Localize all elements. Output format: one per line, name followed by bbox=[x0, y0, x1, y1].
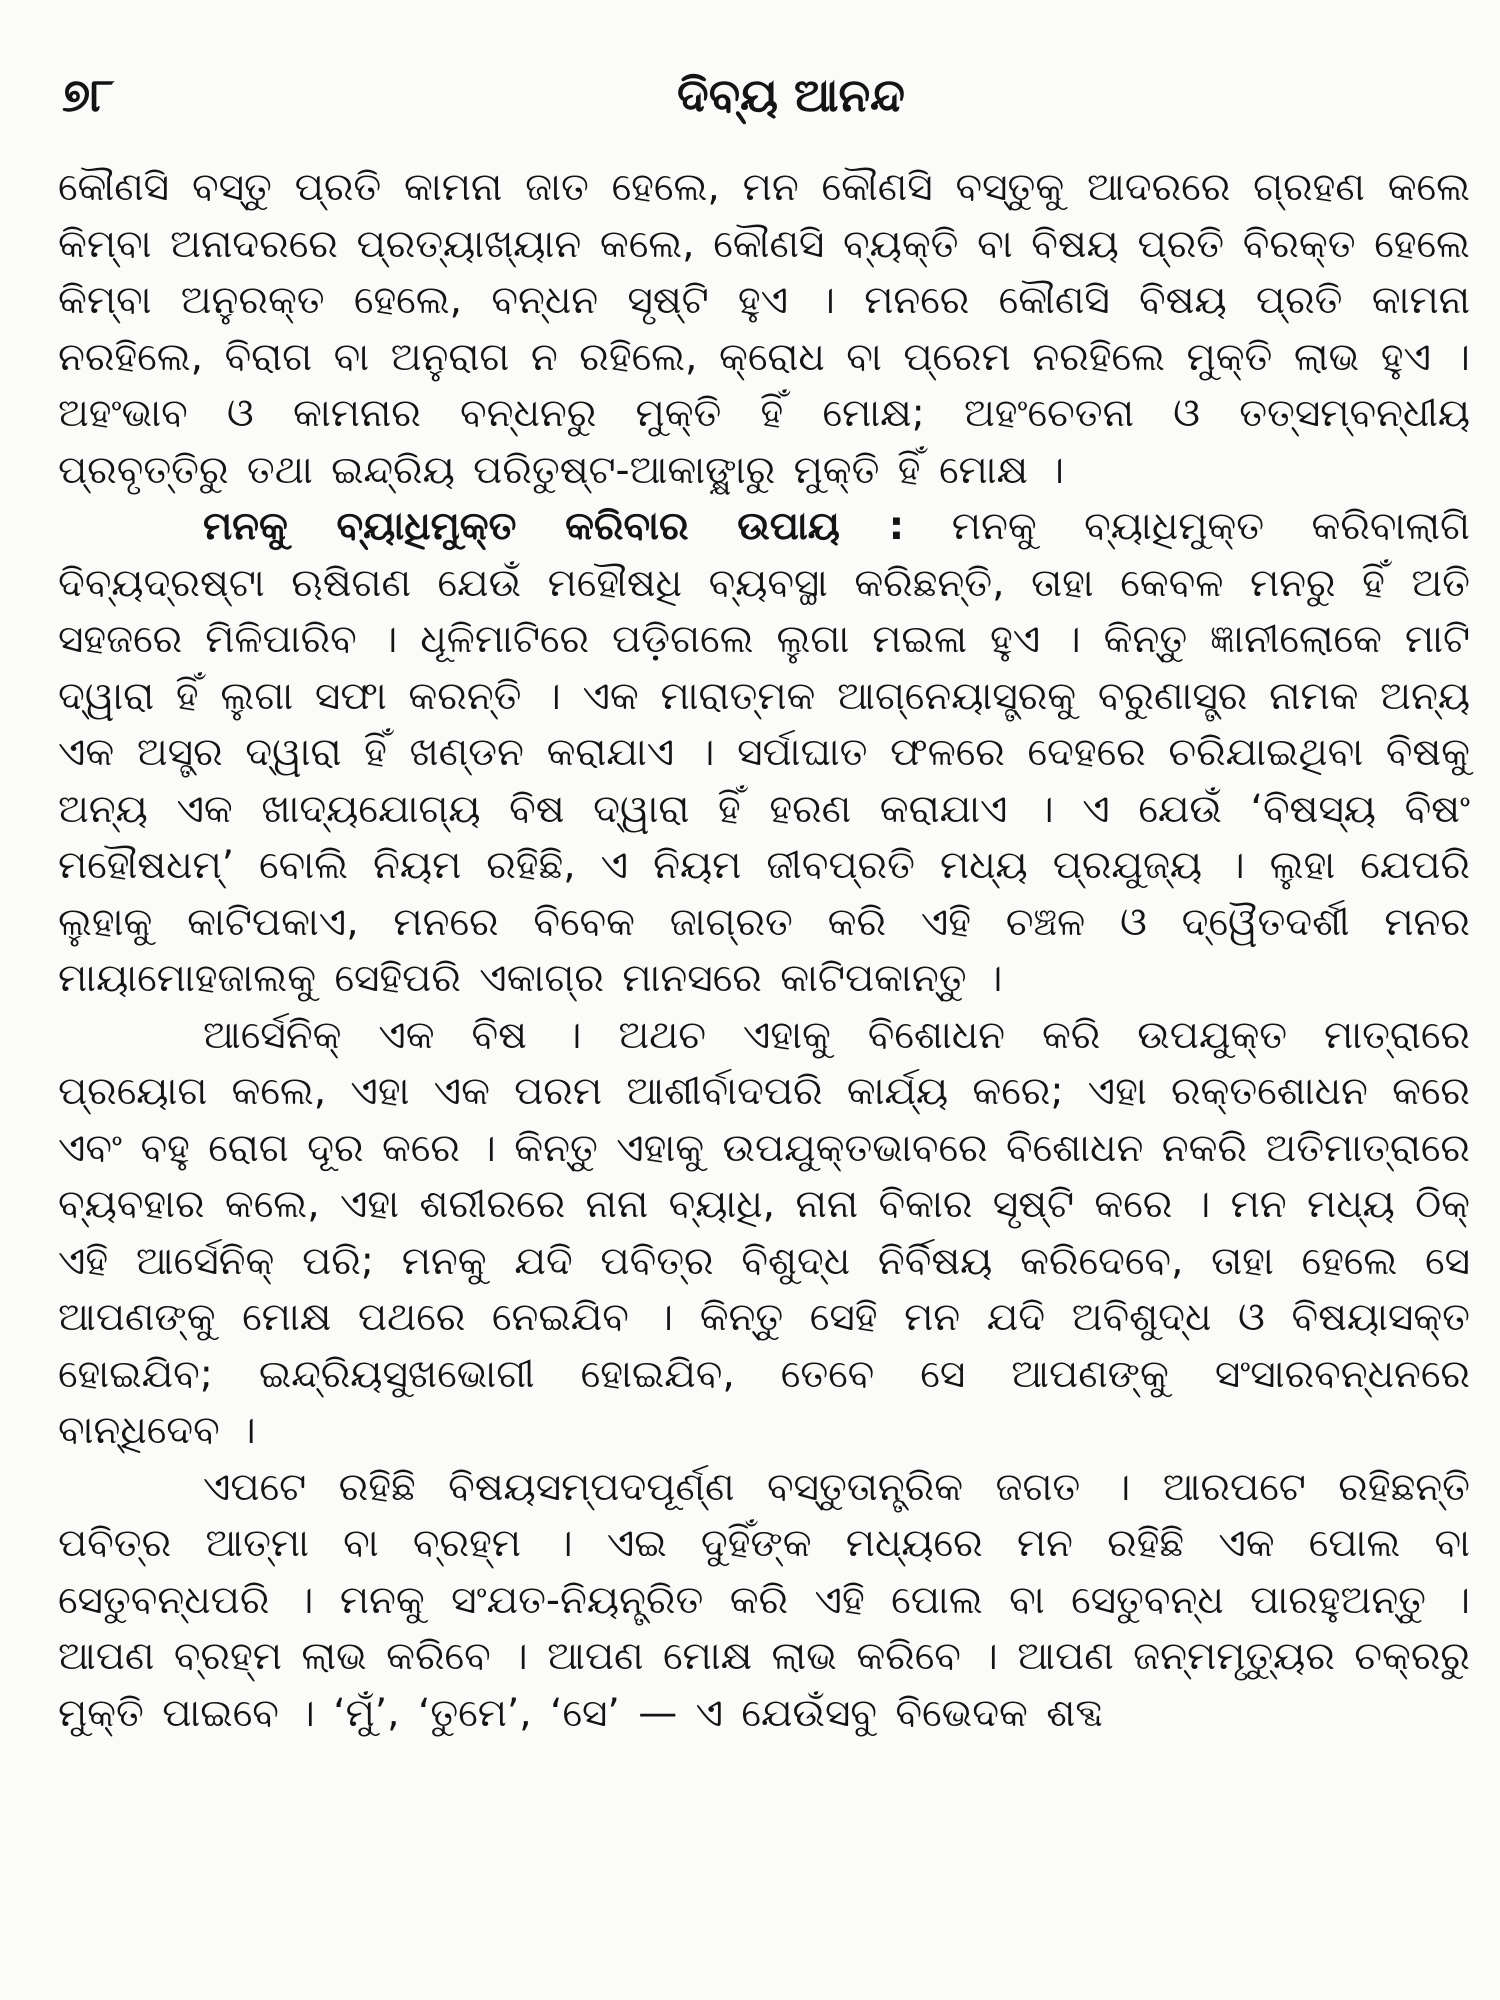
body-text bbox=[58, 160, 1470, 1742]
paragraph-1 bbox=[58, 160, 1470, 499]
paragraph-text: କୌଣସି ବସ୍ତୁ ପ୍ରତି କାମନା ଜାତ ହେଲେ, ମନ କୌଣସି ବସ୍ତୁକୁ ଆଦରରେ ଗ୍ରହଣ କଲେ କିମ୍ବା ଅନାଦରରେ ପ୍ରତ୍ୟାଖ୍ୟାନ କଲେ, କୌଣସି ବ୍ୟକ୍ତି ବା ବିଷୟ ପ୍ରତି ବିରକ୍ତ ହେଲେ କିମ୍ବା ଅନୁରକ୍ତ ହେଲେ, ବନ୍ଧନ ସୃଷ୍ଟି ହୁଏ । ମନରେ କୌଣସି ବିଷୟ ପ୍ରତି କାମନା ନରହିଲେ, ବିରାଗ ବା ଅନୁରାଗ ନ ରହିଲେ, କ୍ରୋଧ ବା ପ୍ରେମ ନରହିଲେ ମୁକ୍ତି ଲାଭ ହୁଏ । ଅହଂଭାବ ଓ କାମନାର ବନ୍ଧନରୁ ମୁକ୍ତି ହିଁ ମୋକ୍ଷ; ଅହଂଚେତନା ଓ ତତ୍‌ସମ୍ବନ୍ଧୀୟ ପ୍ରବୃତ୍ତିରୁ ତଥା ଇନ୍ଦ୍ରିୟ ପରିତୁଷ୍ଟ-ଆକାଙ୍କ୍ଷାରୁ ମୁକ୍ତି ହିଁ ମୋକ୍ଷ । bbox=[58, 165, 1470, 493]
page-header bbox=[62, 60, 1460, 130]
page-number: ୭୮ bbox=[62, 68, 115, 122]
paragraph-2 bbox=[58, 499, 1470, 1008]
paragraph-text: ମନକୁ ବ୍ୟାଧିମୁକ୍ତ କରିବାଲାଗି ଦିବ୍ୟଦ୍ରଷ୍ଟା ଋଷିଗଣ ଯେଉଁ ମହୌଷଧି ବ୍ୟବସ୍ଥା କରିଛନ୍ତି, ତାହା କେବଳ ମନରୁ ହିଁ ଅତି ସହଜରେ ମିଳିପାରିବ । ଧୂଳିମାଟିରେ ପଡ଼ିଗଲେ ଲୁଗା ମଇଳା ହୁଏ । କିନ୍ତୁ ଜ୍ଞାନୀଲୋକେ ମାଟି ଦ୍ୱାରା ହିଁ ଲୁଗା ସଫା କରନ୍ତି । ଏକ ମାରାତ୍ମକ ଆଗ୍ନେୟାସ୍ତ୍ରକୁ ବରୁଣାସ୍ତ୍ର ନାମକ ଅନ୍ୟ ଏକ ଅସ୍ତ୍ର ଦ୍ୱାରା ହିଁ ଖଣ୍ଡନ କରାଯାଏ । ସର୍ପାଘାତ ଫଳରେ ଦେହରେ ଚରିଯାଇଥିବା ବିଷକୁ ଅନ୍ୟ ଏକ ଖାଦ୍ୟଯୋଗ୍ୟ ବିଷ ଦ୍ୱାରା ହିଁ ହରଣ କରାଯାଏ । ଏ ଯେଉଁ ‘ବିଷସ୍ୟ ବିଷଂ ମହୌଷଧମ୍’ ବୋଲି ନିୟମ ରହିଛି, ଏ ନିୟମ ଜୀବପ୍ରତି ମଧ୍ୟ ପ୍ରଯୁଜ୍ୟ । ଲୁହା ଯେପରି ଲୁହାକୁ କାଟିପକାଏ, ମନରେ ବିବେକ ଜାଗ୍ରତ କରି ଏହି ଚଞ୍ଚଳ ଓ ଦ୍ୱୈତଦର୍ଶୀ ମନର ମାୟାମୋହଜାଲକୁ ସେହିପରି ଏକାଗ୍ର ମାନସରେ କାଟିପକାନ୍ତୁ । bbox=[58, 504, 1470, 1001]
paragraph-3 bbox=[58, 1008, 1470, 1460]
section-heading: ମନକୁ ବ୍ୟାଧିମୁକ୍ତ କରିବାର ଉପାୟ : bbox=[203, 504, 905, 549]
paragraph-text: ଆର୍ସେନିକ୍ ଏକ ବିଷ । ଅଥଚ ଏହାକୁ ବିଶୋଧନ କରି ଉପଯୁକ୍ତ ମାତ୍ରାରେ ପ୍ରୟୋଗ କଲେ, ଏହା ଏକ ପରମ ଆଶୀର୍ବାଦପରି କାର୍ଯ୍ୟ କରେ; ଏହା ରକ୍ତଶୋଧନ କରେ ଏବଂ ବହୁ ରୋଗ ଦୂର କରେ । କିନ୍ତୁ ଏହାକୁ ଉପଯୁକ୍ତଭାବରେ ବିଶୋଧନ ନକରି ଅତିମାତ୍ରାରେ ବ୍ୟବହାର କଲେ, ଏହା ଶରୀରରେ ନାନା ବ୍ୟାଧି, ନାନା ବିକାର ସୃଷ୍ଟି କରେ । ମନ ମଧ୍ୟ ଠିକ୍ ଏହି ଆର୍ସେନିକ୍ ପରି; ମନକୁ ଯଦି ପବିତ୍ର ବିଶୁଦ୍ଧ ନିର୍ବିଷୟ କରିଦେବେ, ତାହା ହେଲେ ସେ ଆପଣଙ୍କୁ ମୋକ୍ଷ ପଥରେ ନେଇଯିବ । କିନ୍ତୁ ସେହି ମନ ଯଦି ଅବିଶୁଦ୍ଧ ଓ ବିଷୟାସକ୍ତ ହୋଇଯିବ; ଇନ୍ଦ୍ରିୟସୁଖଭୋଗୀ ହୋଇଯିବ, ତେବେ ସେ ଆପଣଙ୍କୁ ସଂସାରବନ୍ଧନରେ ବାନ୍ଧିଦେବ । bbox=[58, 1012, 1470, 1453]
running-title: ଦିବ୍ୟ ଆନନ୍ଦ bbox=[677, 68, 905, 122]
paragraph-text: ଏପଟେ ରହିଛି ବିଷୟସମ୍ପଦପୂର୍ଣ୍ଣ ବସ୍ତୁତାନ୍ତ୍ରିକ ଜଗତ । ଆରପଟେ ରହିଛନ୍ତି ପବିତ୍ର ଆତ୍ମା ବା ବ୍ରହ୍ମ । ଏଇ ଦୁହିଁଙ୍କ ମଧ୍ୟରେ ମନ ରହିଛି ଏକ ପୋଲ ବା ସେତୁବନ୍ଧପରି । ମନକୁ ସଂଯତ-ନିୟନ୍ତ୍ରିତ କରି ଏହି ପୋଲ ବା ସେତୁବନ୍ଧ ପାରହୁଅନ୍ତୁ । ଆପଣ ବ୍ରହ୍ମ ଲାଭ କରିବେ । ଆପଣ ମୋକ୍ଷ ଲାଭ କରିବେ । ଆପଣ ଜନ୍ମମୃତ୍ୟୁର ଚକ୍ରରୁ ମୁକ୍ତି ପାଇବେ । ‘ମୁଁ’, ‘ତୁମେ’, ‘ସେ’ — ଏ ଯେଉଁସବୁ ବିଭେଦକ ଶବ୍ଦ bbox=[58, 1464, 1470, 1736]
paragraph-4 bbox=[58, 1460, 1470, 1743]
